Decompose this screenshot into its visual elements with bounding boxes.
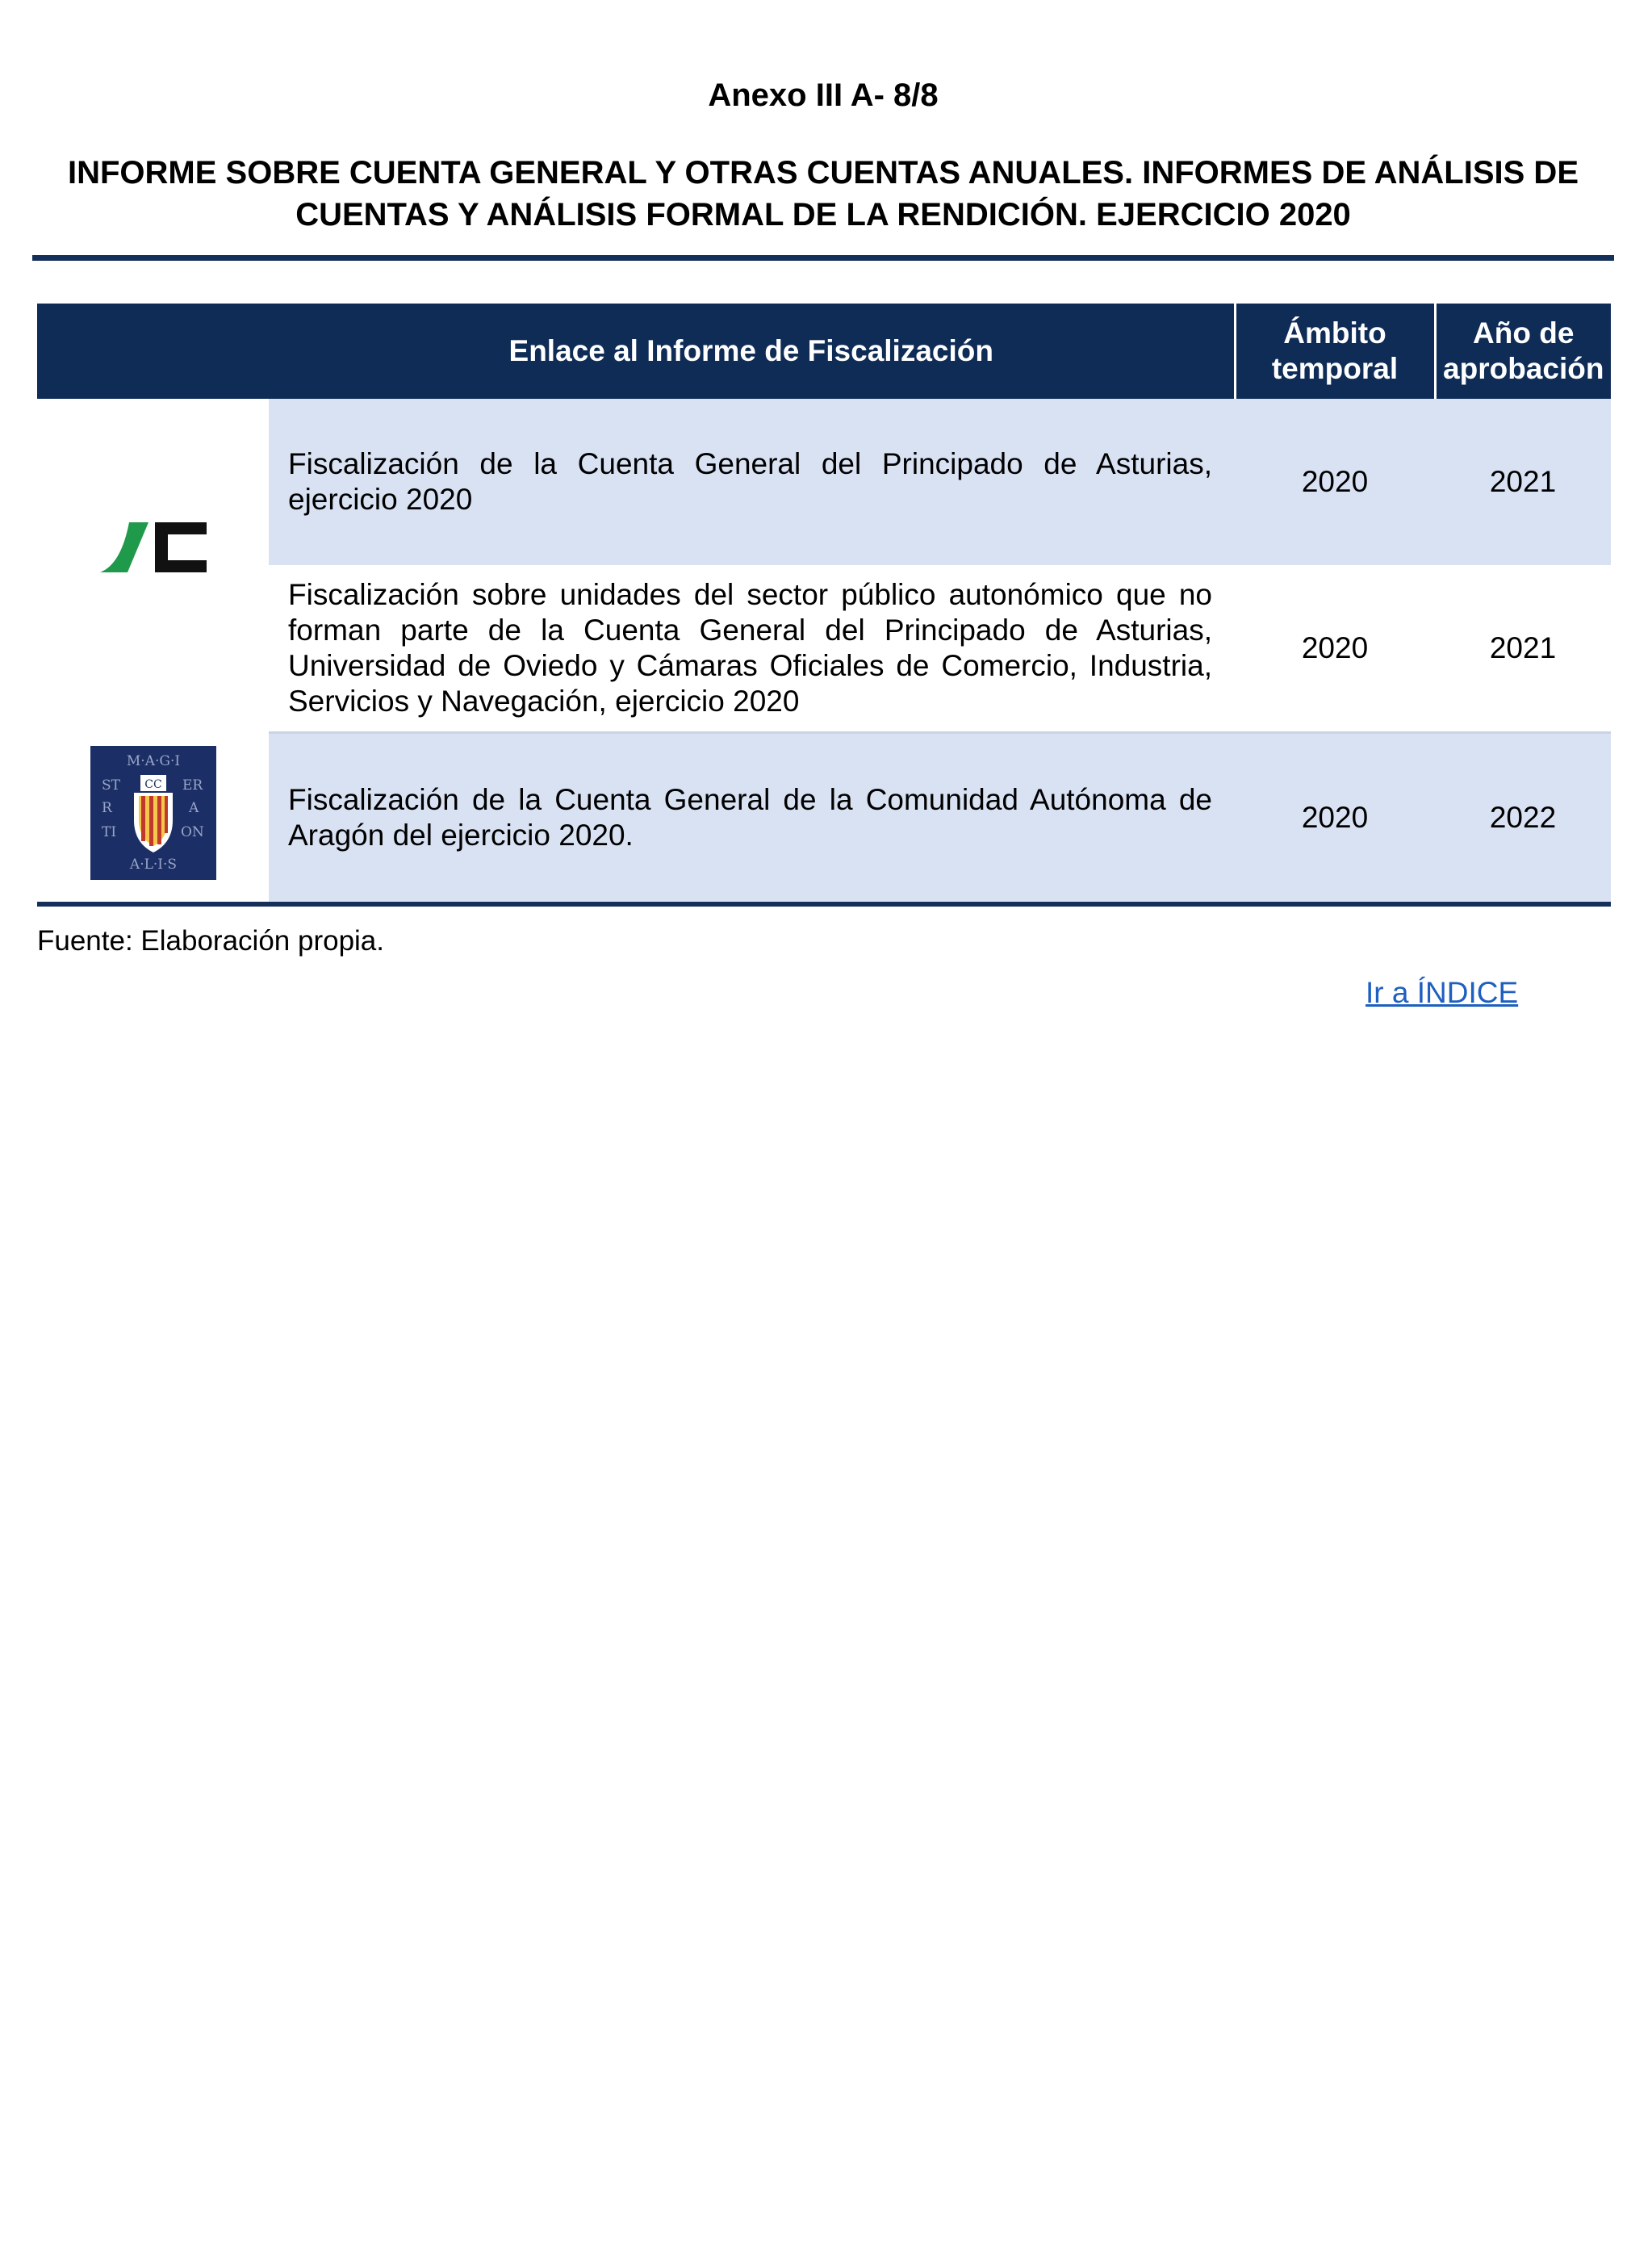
annex-title: Anexo III A- 8/8 (708, 77, 939, 113)
approval-year-cell: 2021 (1435, 565, 1611, 733)
logo-text-a: A (188, 800, 199, 817)
logo-text-cc: CC (144, 778, 162, 792)
table-row (37, 399, 1611, 565)
logo-text-on: ON (180, 824, 204, 841)
logo-text-top: M·A·G·I (126, 753, 180, 770)
source-note: Fuente: Elaboración propia. (37, 925, 384, 957)
header-logo (37, 304, 269, 399)
table-row (37, 733, 1611, 905)
index-link[interactable]: Ir a ÍNDICE (1366, 976, 1519, 1009)
header-approval-year: Año de aprobación (1435, 304, 1611, 399)
logo-text-ti: TI (101, 824, 116, 841)
asturias-logo-cell (37, 399, 269, 733)
header-time-scope: Ámbito temporal (1235, 304, 1435, 399)
aragon-logo-cell (37, 733, 269, 905)
header-report-link: Enlace al Informe de Fiscalización (269, 304, 1235, 399)
approval-year-cell: 2021 (1435, 399, 1611, 565)
sindicatura-cuentas-asturias-logo-icon (97, 519, 210, 576)
approval-year-cell: 2022 (1435, 733, 1611, 905)
title-divider (32, 255, 1614, 261)
logo-text-er: ER (182, 777, 203, 794)
report-link[interactable]: Fiscalización de la Cuenta General del Principado de Asturias, ejercicio 2020 (269, 399, 1235, 565)
report-link[interactable]: Fiscalización sobre unidades del sector público autonómico que no forman parte de la Cuenta General del Principado de Asturias, Universidad de Oviedo y Cámaras Oficiales de Comercio, Industria, Servicios y Navegación, ejercicio 2020 (269, 565, 1235, 733)
time-scope-cell: 2020 (1235, 565, 1435, 733)
camara-cuentas-aragon-logo-icon (90, 746, 216, 880)
table-header-row (37, 304, 1611, 399)
logo-text-bottom: A·L·I·S (129, 857, 177, 873)
logo-text-st: ST (101, 777, 120, 794)
time-scope-cell: 2020 (1235, 733, 1435, 905)
time-scope-cell: 2020 (1235, 399, 1435, 565)
logo-text-r: R (101, 800, 112, 817)
report-link[interactable]: Fiscalización de la Cuenta General de la Comunidad Autónoma de Aragón del ejercicio 2020. (269, 733, 1235, 905)
table-row (37, 565, 1611, 733)
audit-reports-table (37, 304, 1611, 907)
page-title: INFORME SOBRE CUENTA GENERAL Y OTRAS CUENTAS ANUALES. INFORMES DE ANÁLISIS DE CUENTAS Y ANÁLISIS FORMAL DE LA RENDICIÓN. EJERCICIO 2020 (68, 155, 1579, 232)
